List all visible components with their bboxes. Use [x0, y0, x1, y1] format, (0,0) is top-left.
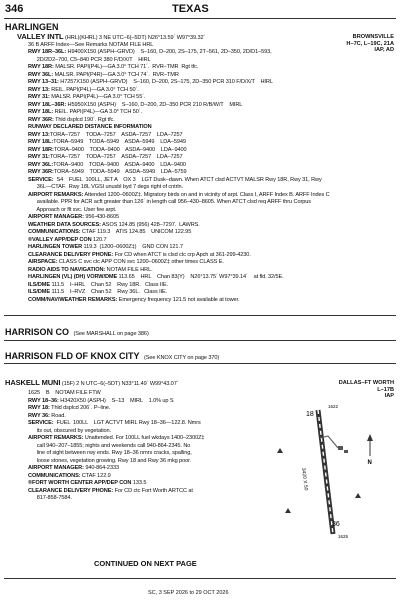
chart-side-info — [339, 380, 394, 400]
entry-label: RUNWAY DECLARED DISTANCE INFORMATION — [28, 124, 152, 130]
entry-text: For CD when ATCT is clsd ctc crp Apch at 361-299-4230. — [113, 251, 251, 258]
entry-label: HARLINGEN (VL) (DH) VORW/DME — [28, 274, 118, 280]
entry-text: REIL. PAPI(P4L)—GA 3.0° TCH 50´. — [49, 86, 139, 93]
entry-text: MALSR. PAPI(P4L)—GA 3.0° TCH 71´. RVR–TMR Rgt tfc. — [53, 64, 199, 70]
entry-line — [28, 252, 330, 260]
entry-label: RWY 31: — [28, 94, 50, 100]
entry-label: RWY 18: — [28, 405, 50, 411]
entry-text: 120.7 — [91, 236, 107, 243]
entry-text: H7257X150 (ASPH–GRVD) S–160, D–200, 2S–175, 2D–350 PCR 310 F/D/X/T HIRL — [58, 79, 273, 85]
entry-text: Road. — [49, 412, 66, 419]
entry-line — [28, 274, 330, 282]
side-line: H–7C, L–19C, 21A — [346, 40, 394, 47]
entry-text: For CD ctc Fort Worth ARTCC at — [113, 487, 193, 494]
entry-text: 2D/2D2–700, C5–840 PCR 380 F/D/X/T HIRL — [28, 56, 151, 63]
entry-label: RWY 36: — [28, 412, 50, 419]
entry-line — [28, 184, 330, 192]
entry-line — [28, 267, 330, 275]
entry-line — [28, 139, 330, 147]
entry-text: Thld dsplcd 190´. Rgt tfc. — [53, 116, 115, 123]
entry-text: 36L—CTAF. Rwy 18L VGSI unusbl byd 7 degs right of cntrln. — [28, 184, 183, 190]
entry-line — [28, 420, 204, 428]
entry-label: RADIO AIDS TO NAVIGATION: — [28, 266, 106, 273]
entry-line — [28, 79, 330, 87]
effective-dates: SC, 3 SEP 2026 to 29 OCT 2026 — [148, 590, 229, 596]
entry-line — [28, 72, 330, 80]
entry-label: SERVICE: — [28, 176, 54, 183]
entry-line — [28, 289, 330, 297]
entry-label: RWY 18–36: — [28, 397, 59, 404]
cross-reference: (See KNOX CITY on page 370) — [143, 355, 220, 361]
entry-text: 113.65 HRL Chan 83(Y) N26°13.75´ W97°39.14´ at fld. 32/5E. — [117, 274, 284, 280]
elevation-bottom: 1625 — [338, 534, 349, 539]
entry-line — [28, 162, 330, 170]
entry-label: ®FORT WORTH CENTER APP/DEP CON — [28, 480, 132, 486]
airport-diagram — [258, 398, 388, 546]
entry-text: 111.5 I–HRL Chan 52 Rwy 18R. Class IIE. — [50, 281, 168, 288]
airport-name: HASKELL MUNI — [5, 378, 61, 387]
entry-text: Attended 1200–0600Z‡. Migratory birds on and in vicinity of arpt. Class I, ARFF Index B. ARFF Index C — [83, 191, 330, 198]
entry-line — [28, 229, 330, 237]
entry-line — [28, 450, 204, 458]
airport-info: (HRL)(KHRL) 3 NE UTC–6(–5DT) N26°13.59´ W97°39.32´ — [65, 35, 206, 41]
entry-line — [28, 207, 330, 215]
entry-label: AIRPORT MANAGER: — [28, 465, 84, 471]
entry-label: ®VALLEY APP/DEP CON — [28, 236, 92, 243]
city-name: HARLINGEN — [5, 22, 59, 32]
entry-label: RWY 18L–36R: — [28, 101, 67, 108]
entry-text: REIL. PAPI(P4L)—GA 3.0° TCH 50´. — [53, 109, 142, 115]
entry-line — [28, 297, 330, 305]
section-rule — [4, 315, 396, 316]
entry-text: available. PPR for ACR acft greater than 126´ in length call 956–430–8605. When ATCT clsd req ARFF thru Corpus — [28, 199, 311, 205]
entry-text: 940-864-2333 — [83, 465, 119, 471]
entry-label: SERVICE: — [28, 420, 54, 426]
entry-line — [28, 259, 330, 267]
entry-text: call 940–207–1855; nights and weekends call 940-864-2345. No — [28, 442, 191, 449]
entry-line — [28, 405, 204, 413]
entry-label: AIRPORT REMARKS: — [28, 435, 84, 441]
entry-label: RWY 18L: — [28, 109, 54, 115]
runway-number-top: 18 — [306, 411, 314, 418]
entry-label: RWY 31: — [28, 154, 50, 160]
harrison-co-entry — [5, 322, 149, 340]
entry-text: MALSR. PAPI(P4R)—GA 3.0° TCH 74´. RVR–TMR — [53, 71, 179, 78]
entry-label: CLEARANCE DELIVERY PHONE: — [28, 251, 114, 258]
entry-text: H5950X150 (ASPH) S–160, D–200, 2D–350 PCR 210 R/B/W/T MIRL — [66, 101, 243, 108]
taxiway — [328, 436, 338, 448]
building — [338, 446, 343, 450]
entry-label: AIRSPACE: — [28, 259, 58, 265]
entry-text: TORA–9400 TODA–9400 ASDA–9400 LDA–9400 — [53, 146, 187, 153]
haskell-entry-body — [28, 390, 204, 503]
entry-line — [28, 390, 204, 398]
entry-text: loose stones, vegetation growing. Rwy 18 and Rwy 36 mkg poor. — [28, 457, 192, 464]
entry-line — [28, 64, 330, 72]
entry-label: RWY 13–31: — [28, 79, 59, 85]
entry-line — [28, 435, 204, 443]
entry-text: Unattended. For 100LL fuel wkdays 1400–2300Z‡ — [83, 435, 205, 441]
entry-line — [28, 495, 204, 503]
entry-label: COMMUNICATIONS: — [28, 472, 81, 479]
entry-label: AIRPORT MANAGER: — [28, 214, 84, 220]
entry-line — [28, 57, 330, 65]
page-number: 346 — [5, 3, 24, 15]
airport-name: VALLEY INTL — [17, 32, 64, 41]
entry-text: H9400X150 (ASPH–GRVD) S–160, D–200, 2S–175, 2T–561, 2D–350, 2D/D1–593, — [66, 49, 272, 55]
entry-line — [28, 214, 330, 222]
entry-text: S4 FUEL 100LL, JET A OX 3 LGT Dusk–dawn. When ATCT clsd ACTVT MALSR Rwy 18R, Rwy 31, Rwy — [53, 176, 322, 183]
entry-text: TORA–5949 TODA–5949 ASDA–5949 LDA–5949 — [53, 139, 186, 145]
footer-rule — [4, 578, 396, 579]
side-line: BROWNSVILLE — [352, 34, 394, 40]
airport-info: (15F) 2 N UTC–6(–5DT) N33°11.49´ W99°43.07´ — [61, 381, 179, 387]
entry-text: 817-858-7584. — [28, 495, 72, 501]
entry-line — [28, 413, 204, 421]
entry-line — [28, 154, 330, 162]
entry-label: RWY 36R: — [28, 116, 54, 123]
entry-label: RWY 18R: — [28, 146, 54, 153]
entry-line — [28, 237, 330, 245]
runway-number-bottom: 36 — [332, 521, 340, 528]
harrison-fld-entry — [5, 346, 219, 364]
entry-text: CLASS C svc ctc APP CON svc 1200–0600Z‡ other times CLASS E. — [57, 259, 224, 265]
north-arrow-icon — [367, 434, 373, 466]
entry-text: TORA–5949 TODA–5949 ASDA–5949 LDA–5759 — [53, 169, 187, 175]
entry-label: RWY 18L: — [28, 139, 54, 145]
entry-line — [28, 124, 330, 132]
side-line: IAP — [384, 393, 394, 400]
entry-line — [28, 480, 204, 488]
elevation-top: 1622 — [328, 404, 339, 409]
north-label: N — [367, 460, 372, 466]
entry-text: 1625 B NOTAM FILE FTW — [28, 390, 101, 396]
side-line: DALLAS–FT WORTH — [338, 380, 394, 386]
entry-label: RWY 36L: — [28, 71, 54, 78]
cross-reference: (See MARSHALL on page 386) — [73, 331, 149, 337]
entry-line — [28, 192, 330, 200]
entry-line — [28, 458, 204, 466]
entry-line — [28, 177, 330, 185]
airport-header — [5, 379, 178, 389]
entry-text: Approach or flt svc. User fee arpt. — [28, 206, 117, 213]
entry-label: WEATHER DATA SOURCES: — [28, 221, 101, 228]
entry-line — [28, 169, 330, 177]
entry-line — [28, 473, 204, 481]
obstruction-icon — [277, 448, 361, 513]
entry-label: COMM/NAV/WEATHER REMARKS: — [28, 296, 118, 303]
continued-notice: CONTINUED ON NEXT PAGE — [94, 559, 197, 568]
entry-text: H3420X50 (ASPH) S–13 MIRL 1.0% up S — [58, 397, 174, 404]
entry-line — [28, 398, 204, 406]
entry-line — [28, 465, 204, 473]
entry-text: 956-430-8605 — [83, 214, 119, 220]
section-rule — [4, 363, 396, 364]
entry-text: CTAF 122.9 — [80, 472, 111, 479]
entry-label: CLEARANCE DELIVERY PHONE: — [28, 487, 114, 494]
header-rule — [4, 18, 396, 19]
entry-label: RWY 13: — [28, 86, 50, 93]
section-rule — [4, 340, 396, 341]
entry-line — [28, 87, 330, 95]
entry-line — [28, 282, 330, 290]
entry-text: line of sight between rwy ends. Rwy 18–36 nmrs cracks, spalling, — [28, 450, 192, 456]
entry-line — [28, 428, 204, 436]
side-line: L–17B — [377, 386, 394, 393]
entry-text: 119.3 (1200–0600Z‡) GND CON 121.7 — [82, 244, 183, 250]
entry-text: CTAF 119.3 ATIS 124.85 UNICOM 122.95 — [80, 229, 192, 235]
entry-label: AIRPORT REMARKS: — [28, 191, 84, 198]
entry-line — [28, 94, 330, 102]
entry-line — [28, 199, 330, 207]
entry-label: ILS/DME — [28, 281, 50, 288]
entry-text: MALSR. PAPI(P4L)—GA 3.0° TCH 55´. — [49, 94, 146, 100]
entry-text: FUEL 100LL LGT ACTVT MIRL Rwy 18–36—122.8. Nmrs — [53, 420, 201, 426]
entry-line — [28, 244, 330, 252]
entry-line — [28, 49, 330, 57]
entry-line — [28, 102, 330, 110]
entry-text: 111.5 I–RVZ Chan 52 Rwy 36L. Class IIE. — [50, 289, 168, 295]
entry-line — [28, 132, 330, 140]
runway-dimensions: 3420 X 50 — [300, 467, 309, 491]
entry-text: Thld dsplcd 206´. P–line. — [49, 405, 111, 411]
side-line: IAP, AD — [374, 47, 394, 54]
entry-label: RWY 18R: — [28, 64, 54, 70]
entry-label: RWY 18R–36L: — [28, 49, 67, 55]
airport-name: HARRISON FLD OF KNOX CITY — [5, 351, 140, 361]
entry-label: COMMUNICATIONS: — [28, 229, 81, 235]
entry-text: TORA–7257 TODA–7257 ASDA–7257 LDA–7257 — [49, 154, 183, 160]
harlingen-entry-body — [28, 49, 330, 304]
entry-line — [28, 443, 204, 451]
entry-line — [28, 117, 330, 125]
entry-label: ILS/DME — [28, 289, 50, 295]
chart-side-info — [346, 34, 394, 54]
entry-text: 133.5 — [131, 480, 147, 486]
entry-text: TORA–7257 TODA–7257 ASDA–7257 LDA–7257 — [49, 131, 183, 138]
entry-text: its out, obscured by vegetation. — [28, 427, 111, 434]
entry-label: RWY 36R: — [28, 169, 54, 175]
building — [344, 450, 348, 453]
state-title: TEXAS — [172, 3, 209, 15]
entry-line — [28, 488, 204, 496]
entry-line — [28, 147, 330, 155]
entry-text: ASOS 124.85 (956) 428–7297. LAWRS. — [100, 221, 200, 228]
entry-text: Emergency frequency 121.5 not available at tower. — [117, 296, 240, 303]
entry-line — [28, 109, 330, 117]
diagram-runway — [318, 410, 333, 534]
entry-label: HARLINGEN TOWER — [28, 244, 83, 250]
airport-line2: 36 B ARFF Index—See Remarks NOTAM FILE HRL — [28, 42, 154, 48]
entry-label: RWY 13: — [28, 131, 50, 138]
entry-text: TORA–9400 TODA–9400 ASDA–9400 LDA–9400 — [53, 161, 186, 168]
entry-text: NOTAM FILE HRL. — [105, 266, 153, 273]
airport-name: HARRISON CO — [5, 327, 70, 337]
entry-line — [28, 222, 330, 230]
entry-label: RWY 36L: — [28, 161, 54, 168]
